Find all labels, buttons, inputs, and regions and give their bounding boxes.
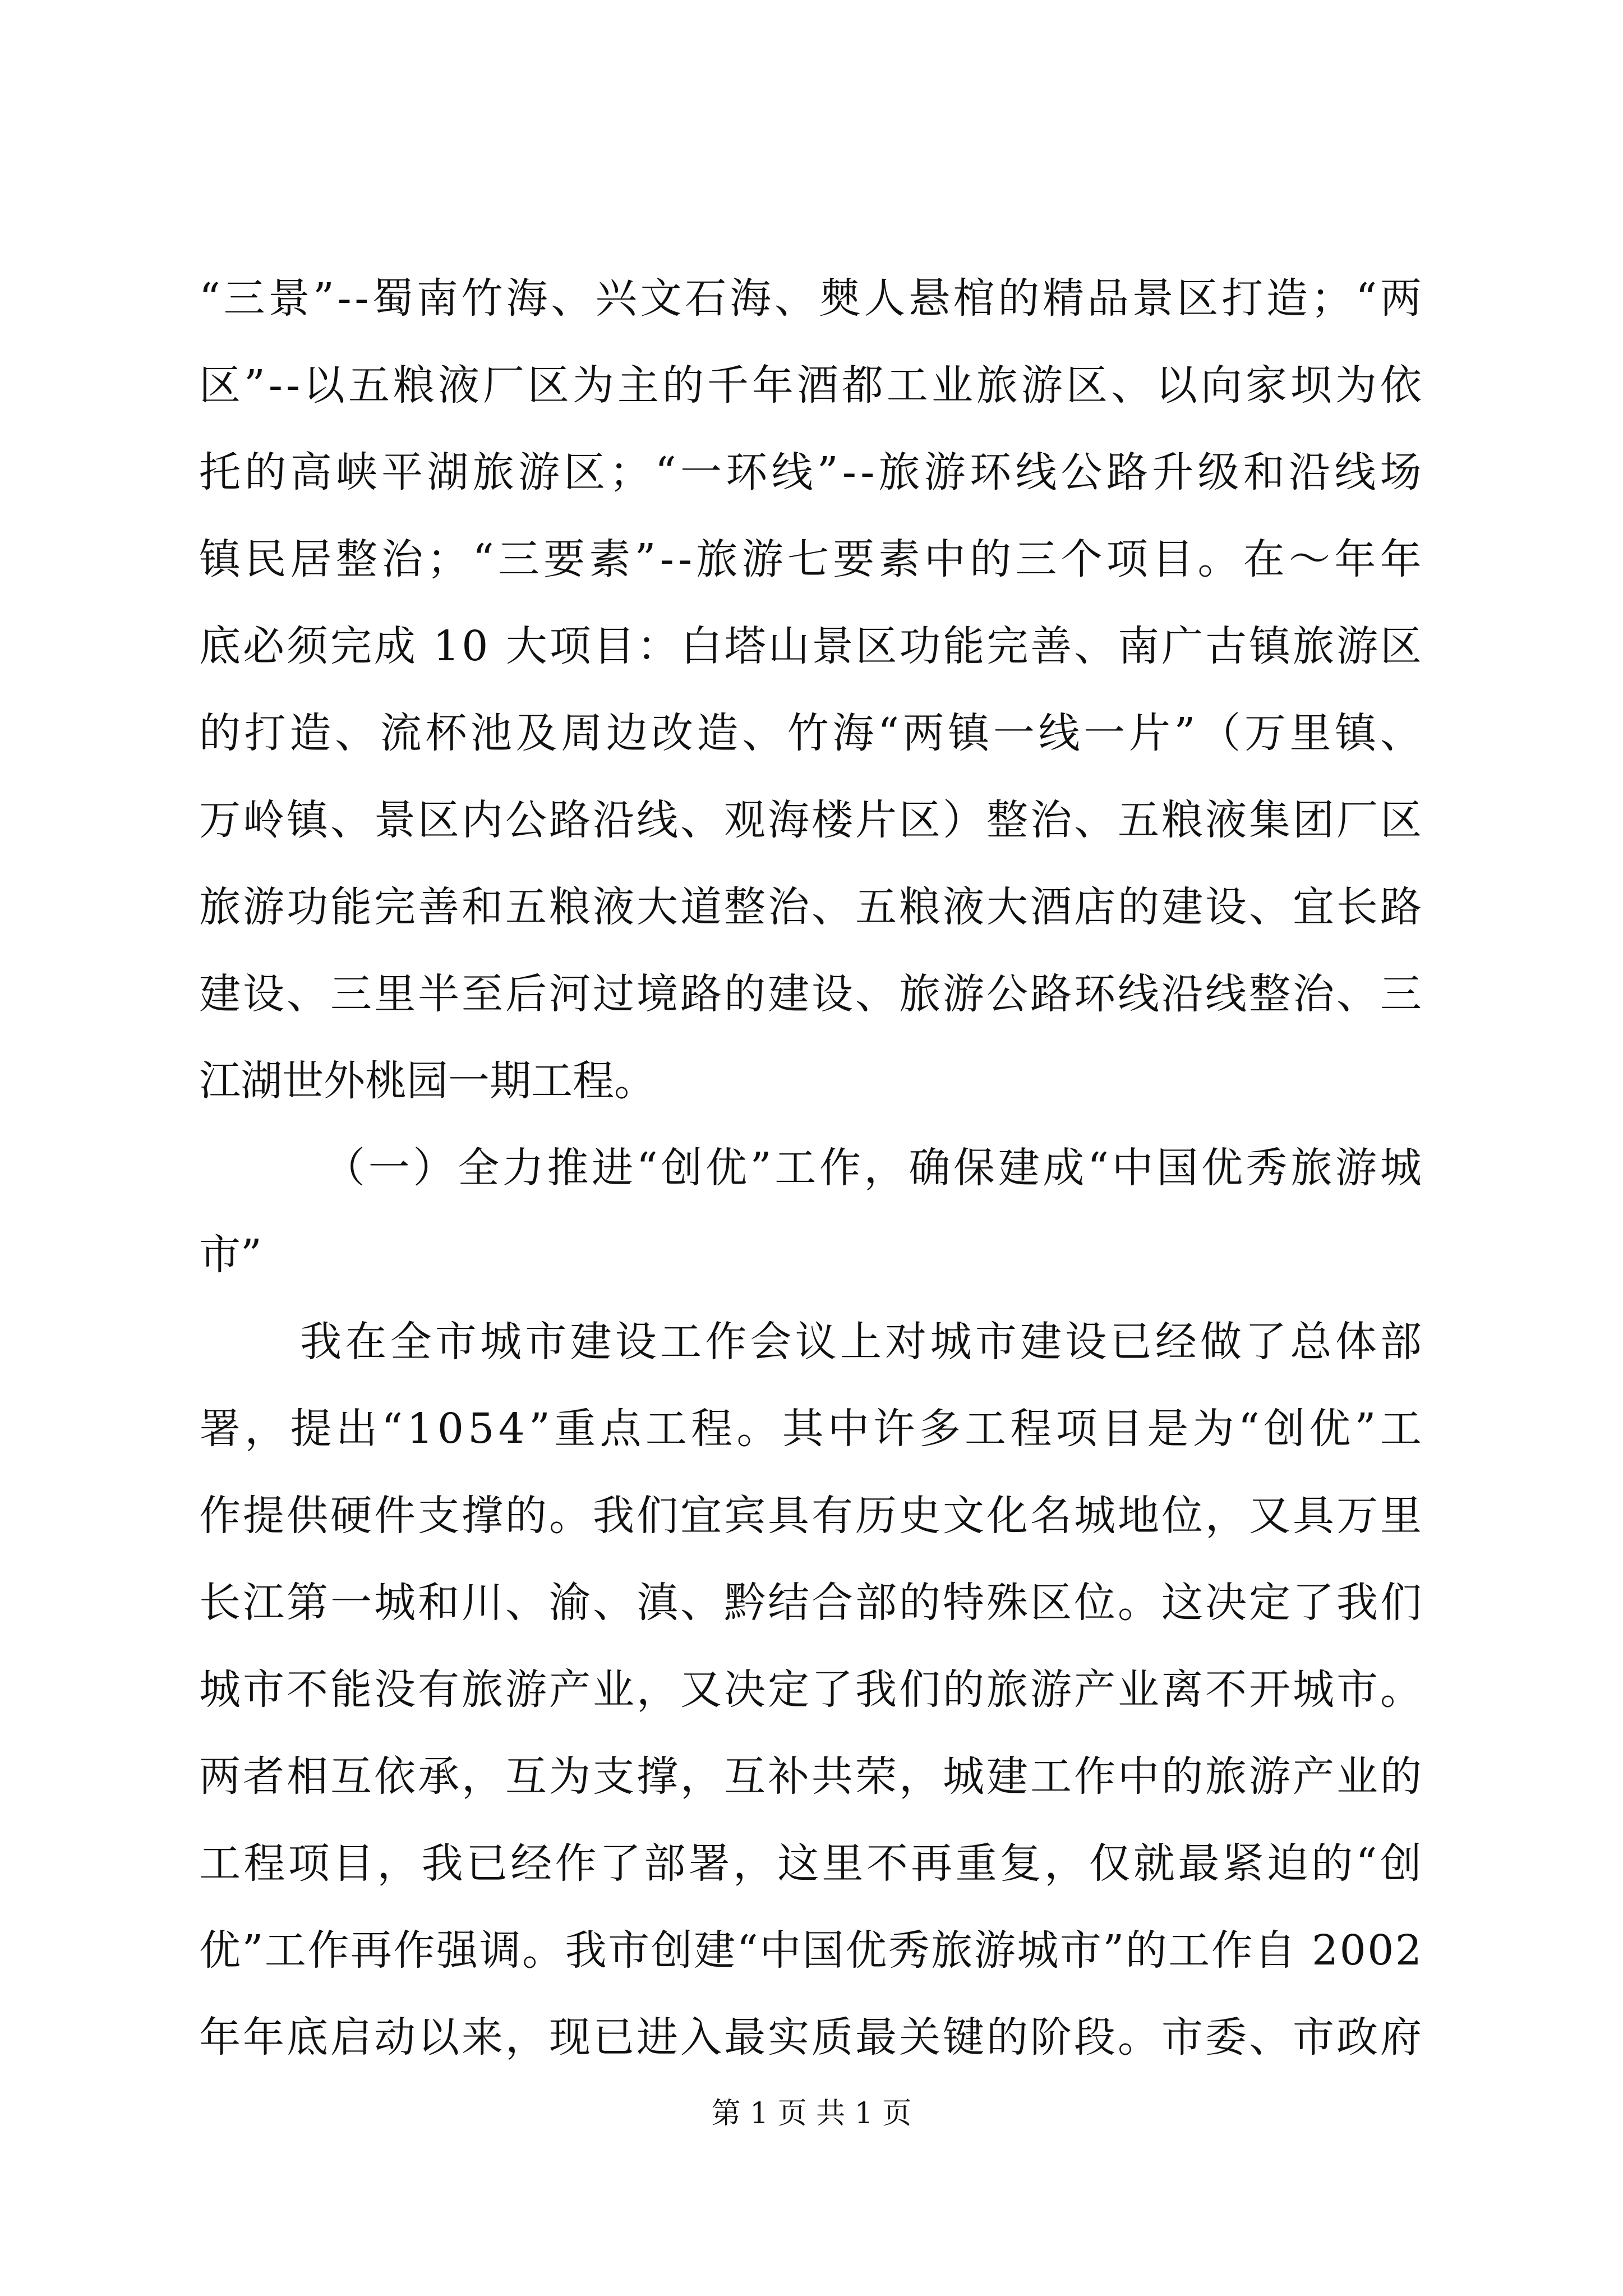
document-body (199, 255, 1422, 2081)
text-line: 托 的 高 峡 平 湖 旅 游 区 ； “ 一 环 线 ” - - 旅 游 环 线 公 路 升 级 和 沿 线 场 (199, 448, 1422, 496)
text-line: 江湖世外桃园一期工程。 (199, 1057, 656, 1105)
section-heading-line: （ 一 ） 全 力 推 进 “ 创 优 ” 工 作 ， 确 保 建 成 “ 中 国 优 秀 旅 游 城 (324, 1144, 1422, 1192)
text-line: 万 岭 镇 、 景 区 内 公 路 沿 线 、 观 海 楼 片 区 ） 整 治 、 五 粮 液 集 团 厂 区 (199, 796, 1422, 844)
text-line: 建 设 、 三 里 半 至 后 河 过 境 路 的 建 设 、 旅 游 公 路 环 线 沿 线 整 治 、 三 (199, 970, 1422, 1018)
text-line: 长 江 第 一 城 和 川 、 渝 、 滇 、 黔 结 合 部 的 特 殊 区 位 。 这 决 定 了 我 们 (199, 1579, 1422, 1627)
text-line: 作 提 供 硬 件 支 撑 的 。 我 们 宜 宾 具 有 历 史 文 化 名 城 地 位 ， 又 具 万 里 (199, 1492, 1422, 1540)
text-line: 工 程 项 目 ， 我 已 经 作 了 部 署 ， 这 里 不 再 重 复 ， 仅 就 最 紧 迫 的 “ 创 (199, 1839, 1422, 1888)
text-line: 城 市 不 能 没 有 旅 游 产 业 ， 又 决 定 了 我 们 的 旅 游 产 业 离 不 开 城 市 。 (199, 1665, 1422, 1714)
text-line: 署 ， 提 出 “ 1 0 5 4 ” 重 点 工 程 。 其 中 许 多 工 程 项 目 是 为 “ 创 优 ” 工 (199, 1405, 1422, 1453)
page-number-footer: 第 1 页 共 1 页 (711, 2097, 912, 2131)
text-line: 的 打 造 、 流 杯 池 及 周 边 改 造 、 竹 海 “ 两 镇 一 线 一 片 ” （ 万 里 镇 、 (199, 709, 1422, 757)
text-line: 镇 民 居 整 治 ； “ 三 要 素 ” - - 旅 游 七 要 素 中 的 三 个 项 目 。 在 ～ 年 年 (199, 535, 1422, 583)
text-line: “ 三 景 ” - - 蜀 南 竹 海 、 兴 文 石 海 、 僰 人 悬 棺 的 精 品 景 区 打 造 ； “ 两 (199, 274, 1422, 323)
text-line: 旅 游 功 能 完 善 和 五 粮 液 大 道 整 治 、 五 粮 液 大 酒 店 的 建 设 、 宜 长 路 (199, 883, 1422, 931)
text-line: 我 在 全 市 城 市 建 设 工 作 会 议 上 对 城 市 建 设 已 经 做 了 总 体 部 (300, 1318, 1422, 1366)
text-line: 两 者 相 互 依 承 ， 互 为 支 撑 ， 互 补 共 荣 ， 城 建 工 作 中 的 旅 游 产 业 的 (199, 1752, 1422, 1801)
text-line: 年 年 底 启 动 以 来 ， 现 已 进 入 最 实 质 最 关 键 的 阶 段 。 市 委 、 市 政 府 (199, 2013, 1422, 2062)
text-line: 底 必 须 完 成 1 0 大 项 目 ： 白 塔 山 景 区 功 能 完 善 、 南 广 古 镇 旅 游 区 (199, 622, 1422, 670)
text-line: 优 ” 工 作 再 作 强 调 。 我 市 创 建 “ 中 国 优 秀 旅 游 城 市 ” 的 工 作 自 2 0 0 2 (199, 1926, 1422, 1975)
section-heading-line: 市” (199, 1231, 262, 1279)
text-line: 区 ” - - 以 五 粮 液 厂 区 为 主 的 千 年 酒 都 工 业 旅 游 区 、 以 向 家 坝 为 依 (199, 361, 1422, 409)
